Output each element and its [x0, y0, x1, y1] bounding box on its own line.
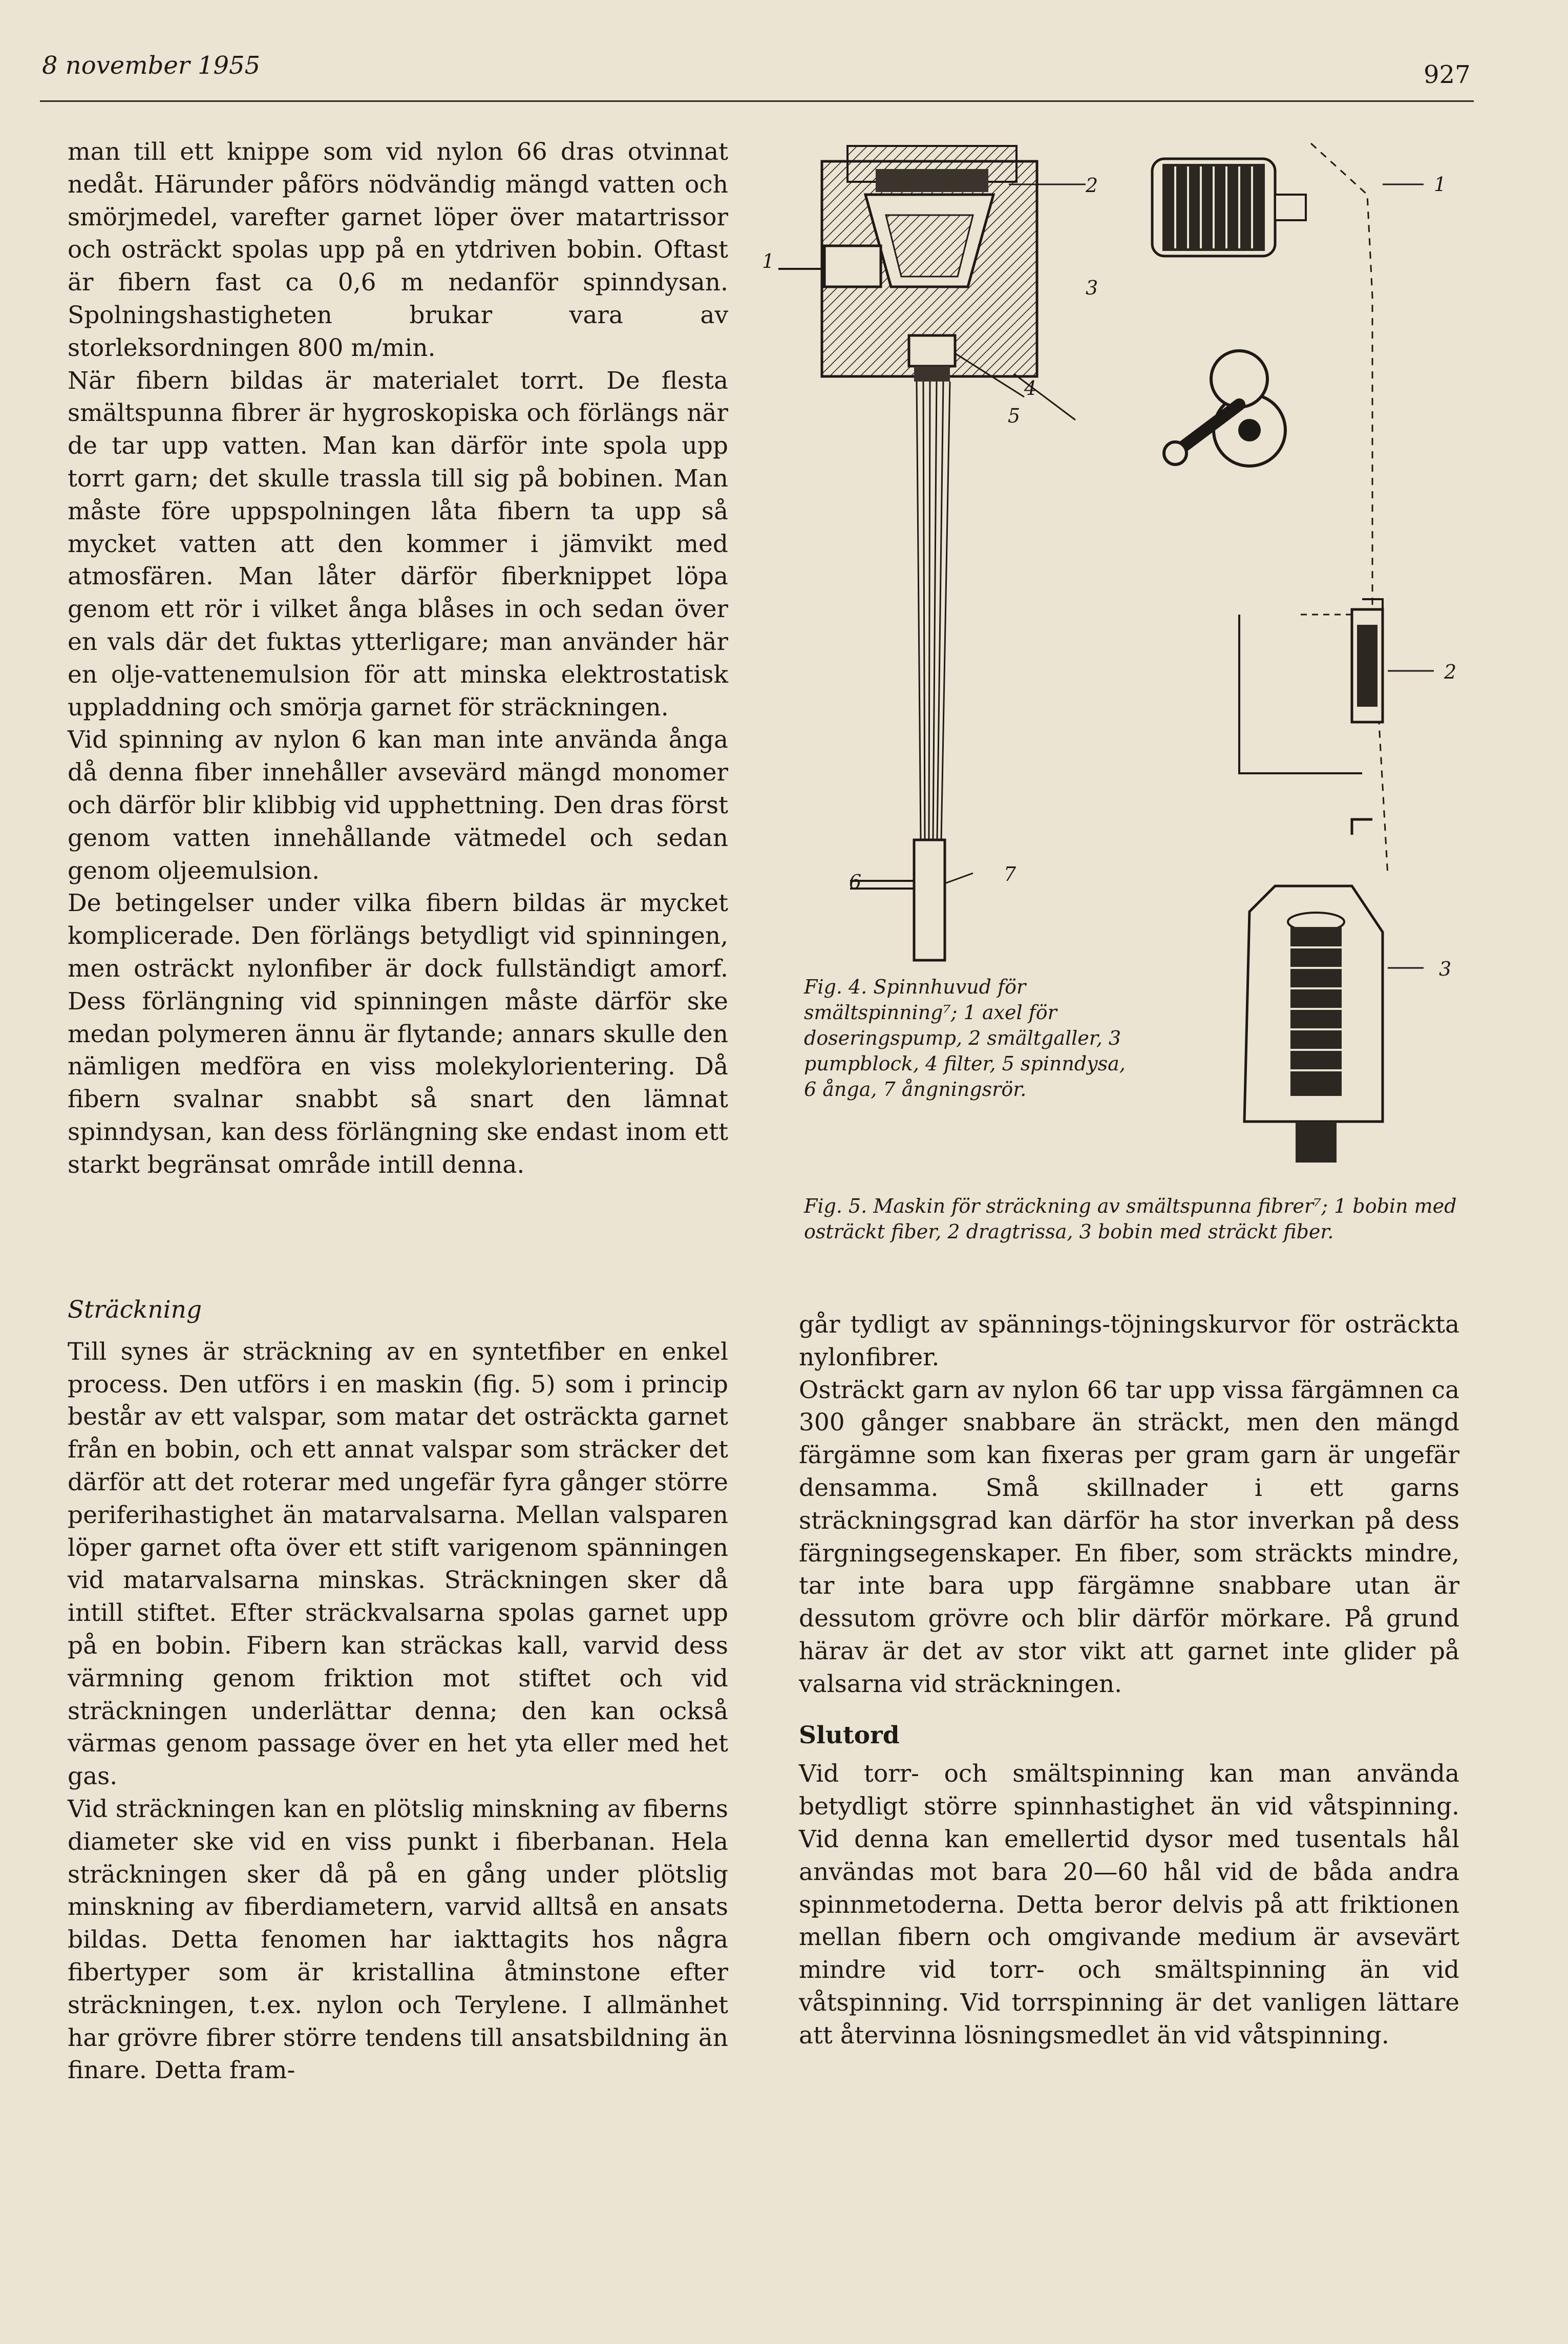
fig4-label-5: 5 — [1008, 405, 1021, 427]
header-date: 8 november 1955 — [42, 51, 261, 80]
fig4-label-2: 2 — [1086, 174, 1098, 197]
figure-5-drawing-machine — [1147, 118, 1465, 1188]
takeup-bobbin — [1244, 886, 1383, 1163]
paragraph: Till synes är sträckning av en syntetfiber en enkel process. Den utförs i en maskin (fig. 5) som i princip består av ett valspar, som matar det osträckta garnet från en bobin, och ett annat valspar som sträcker det därför att det roterar med ungefär fyra gånger större periferihastighet än matarvalsarna. Mellan valsparen löper garnet ofta över ett stift varigenom spänningen vid matarvalsarna minskas. Sträckningen sker då intill stiftet. Efter sträckvalsarna spolas garnet upp på en bobin. Fibern kan sträckas kall, varvid dess värmning genom friktion mot stiftet och vid sträckningen underlättar denna; den kan också värmas genom passage över en het yta eller med het gas. — [68, 1337, 728, 1791]
fig4-label-7: 7 — [1004, 863, 1016, 885]
yarn-path — [1311, 143, 1388, 876]
paragraph: man till ett knippe som vid nylon 66 dras otvinnat nedåt. Härunder påförs nödvändig mängd vatten och smörjmedel, varefter garnet löper över matartrissor och osträckt spolas upp på en ytdriven bobin. Oftast är fibern fast ca 0,6 m nedanför spinndysan. Spolningshastigheten brukar vara av storleksordningen 800 m/min. — [68, 138, 728, 362]
pin — [1352, 819, 1372, 835]
section-heading-slutord: Slutord — [799, 1721, 900, 1749]
left-column-top — [68, 136, 728, 1181]
page-number: 927 — [1424, 60, 1471, 89]
fig5-label-2: 2 — [1444, 661, 1457, 683]
paragraph: De betingelser under vilka fibern bildas är mycket komplicerade. Den förlängs betydligt vid spinningen, men osträckt nylonfiber är dock fullständigt amorf. Dess förlängning vid spinningen måste därför ske medan polymeren ännu är flytande; annars skulle den nämligen medföra en viss molekylorientering. Då fibern svalnar snabbt så snart den lämnat spinndysan, kan dess förlängning ske endast inom ett starkt begränsat område intill denna. — [68, 889, 728, 1179]
fig4-label-3: 3 — [1086, 277, 1098, 299]
fiber-bundle — [917, 382, 950, 840]
draw-roller — [1239, 599, 1383, 773]
paragraph: Vid spinning av nylon 6 kan man inte använda ånga då denna fiber innehåller avsevärd mängd monomer och därför blir klibbig vid upphettning. Den dras först genom vatten innehållande vätmedel och sedan genom oljeemulsion. — [68, 726, 728, 885]
fig4-label-4: 4 — [1024, 377, 1037, 399]
figure-5-caption: Fig. 5. Maskin för sträckning av smältspunna fibrer⁷; 1 bobin med osträckt fiber, 2 dragtrissa, 3 bobin med sträckt fiber. — [804, 1195, 1457, 1243]
section-heading-straeckning: Sträckning — [68, 1296, 202, 1324]
figure-4-spinning-head — [768, 133, 1137, 973]
paragraph: går tydligt av spännings-töjningskurvor för osträckta nylonfibrer. — [799, 1311, 1459, 1371]
feed-rollers — [1164, 351, 1285, 466]
fig5-label-3: 3 — [1439, 958, 1452, 980]
fig4-label-1: 1 — [762, 250, 775, 272]
section-straeckning — [68, 1294, 728, 2087]
fig5-label-1: 1 — [1434, 173, 1447, 196]
figure-4-caption: Fig. 4. Spinnhuvud för smältspinning⁷; 1 axel för doseringspump, 2 smältgaller, 3 pumpblock, 4 filter, 5 spinndysa, 6 ånga, 7 ångningsrör. — [804, 976, 1126, 1101]
fig4-label-6: 6 — [849, 871, 862, 893]
pump-axle — [824, 246, 881, 287]
paragraph: Vid torr- och smältspinning kan man använda betydligt större spinnhastighet än vid våtspinning. Vid denna kan emellertid dysor med tusentals hål användas mot bara 20—60 hål vid de båda andra spinnmetoderna. Detta beror delvis på att friktionen mellan fibern och omgivande medium är avsevärt mindre vid torr- och smältspinning än vid våtspinning. Vid torrspinning är det vanligen lättare att återvinna lösningsmedlet än vid våtspinning. — [799, 1760, 1459, 2050]
header-rule — [40, 100, 1474, 102]
paragraph: Osträckt garn av nylon 66 tar upp vissa färgämnen ca 300 gånger snabbare än sträckt, men den mängd färgämne som kan fixeras per gram garn är ungefär densamma. Små skillnader i ett garns sträckningsgrad kan därför ha stor inverkan på dess färgningsegenskaper. En fiber, som sträckts mindre, tar inte bara upp färgämne snabbare utan är dessutom grövre och blir därför mörkare. På grund härav är det av stor vikt att garnet inte glider på valsarna vid sträckningen. — [799, 1376, 1459, 1698]
spinneret — [914, 366, 950, 382]
supply-bobbin — [1152, 159, 1306, 256]
paragraph: När fibern bildas är materialet torrt. De flesta smältspunna fibrer är hygroskopiska och förlängs när de tar upp vatten. Man kan därför inte spola upp torrt garn; det skulle trassla till sig på bobinen. Man måste före uppspolningen låta fibern ta upp så mycket vatten att den kommer i jämvikt med atmosfären. Man låter därför fiberknippet löpa genom ett rör i vilket ånga blåses in och sedan över en vals där det fuktas ytterligare; man använder här en olje-vattenemulsion för att minska elektrostatisk uppladdning och smörja garnet för sträckningen. — [68, 366, 728, 722]
right-column-bottom — [799, 1308, 1459, 2052]
paragraph: Vid sträckningen kan en plötslig minskning av fiberns diameter ske vid en viss punkt i fiberbanan. Hela sträckningen sker då på en gång under plötslig minskning av fiberdiametern, varvid alltså en ansats bildas. Detta fenomen har iakttagits hos några fibertyper som är kristallina åtminstone efter sträckningen, t.ex. nylon och Terylene. I allmänhet har grövre fibrer större tendens till ansatsbildning än finare. Detta fram- — [68, 1794, 728, 2085]
filter — [909, 335, 955, 366]
steam-tube — [914, 840, 945, 960]
